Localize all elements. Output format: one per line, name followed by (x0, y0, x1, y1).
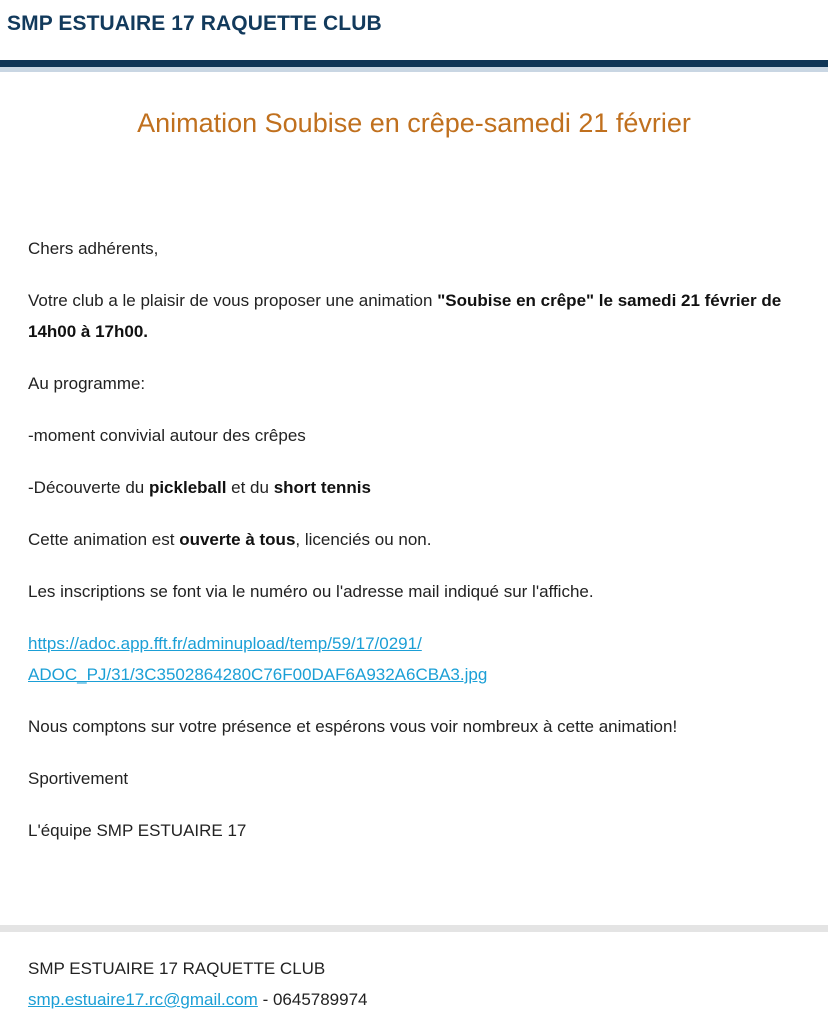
poster-link-line-1[interactable]: https://adoc.app.fft.fr/adminupload/temp/59/17/0291/ (28, 634, 422, 653)
intro-text: Votre club a le plaisir de vous proposer une animation (28, 291, 438, 310)
open-paragraph (28, 524, 808, 555)
pickleball-bold: pickleball (148, 478, 227, 497)
header-divider-dark (0, 60, 828, 67)
poster-link[interactable] (28, 634, 487, 684)
header-divider-light (0, 67, 828, 72)
footer-email-link[interactable]: smp.estuaire17.rc@gmail.com (28, 990, 258, 1009)
footer-contact (28, 984, 808, 1015)
email-title: Animation Soubise en crêpe-samedi 21 février (137, 108, 691, 138)
short-tennis-bold: short tennis (273, 478, 371, 497)
poster-link-line-2[interactable]: ADOC_PJ/31/3C3502864280C76F00DAF6A932A6CBA3.jpg (28, 665, 488, 684)
club-name-header: SMP ESTUAIRE 17 RAQUETTE CLUB (7, 12, 382, 35)
email-body (28, 233, 808, 867)
open-bold: ouverte à tous (179, 530, 296, 549)
footer-phone: 0645789974 (272, 990, 368, 1009)
signature: L'équipe SMP ESTUAIRE 17 (28, 821, 247, 840)
program-item-1: -moment convivial autour des crêpes (28, 426, 306, 445)
footer-club-name: SMP ESTUAIRE 17 RAQUETTE CLUB (28, 959, 326, 978)
intro-paragraph (28, 285, 808, 347)
greeting: Chers adhérents, (28, 239, 159, 258)
open-text: Cette animation est (28, 530, 180, 549)
poster-link-paragraph (28, 628, 808, 690)
program-item-2-and: et du (226, 478, 274, 497)
program-item-2 (28, 472, 808, 503)
program-item-2-text: -Découverte du (28, 478, 149, 497)
closing-paragraph: Nous comptons sur votre présence et espérons vous voir nombreux à cette animation! (28, 717, 678, 736)
program-label: Au programme: (28, 374, 146, 393)
app-header (0, 0, 828, 60)
footer-divider (0, 925, 828, 932)
intro-bold: "Soubise en crêpe" le samedi 21 février de 14h00 à 17h00. (28, 291, 782, 341)
open-text-end: , licenciés ou non. (295, 530, 432, 549)
signoff: Sportivement (28, 769, 129, 788)
registration-paragraph: Les inscriptions se font via le numéro ou l'adresse mail indiqué sur l'affiche. (28, 582, 594, 601)
email-footer (28, 953, 808, 1015)
footer-separator: - (257, 990, 273, 1009)
